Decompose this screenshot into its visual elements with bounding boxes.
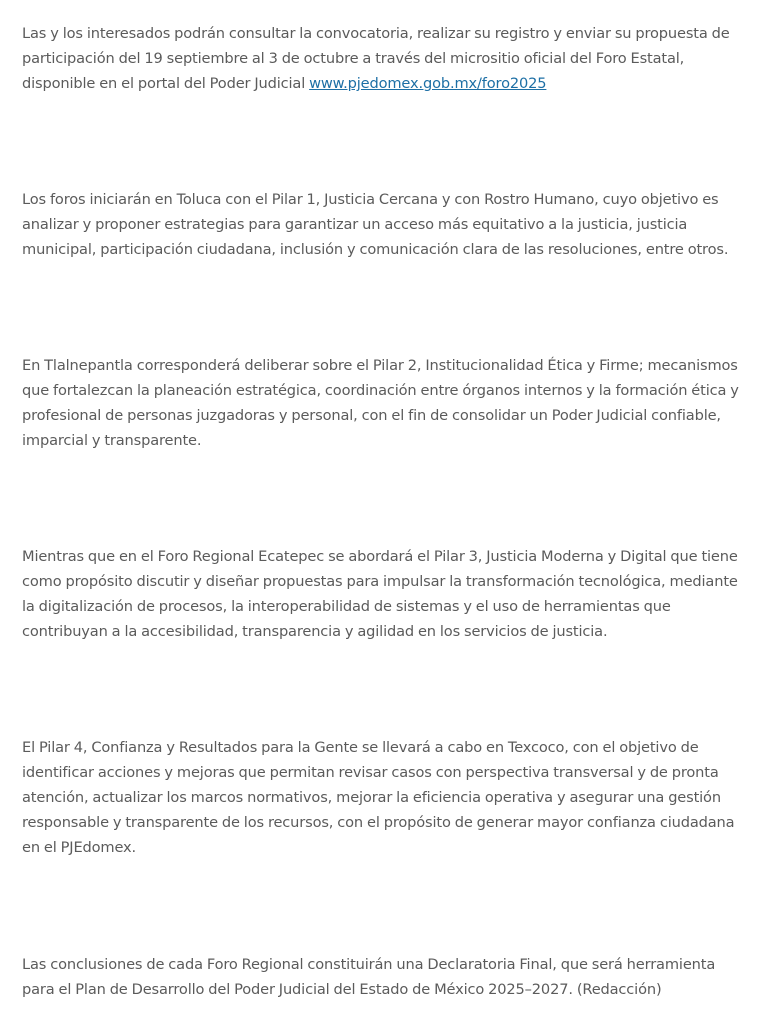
paragraph-pilar-4: El Pilar 4, Confianza y Resultados para la Gente se llevará a cabo en Texcoco, con el objetivo de identificar acciones y mejoras que permitan revisar casos con perspectiva transversal y de pronta atención, actualizar los marcos normativos, mejorar la eficiencia operativa y asegurar una gestión responsable y transparente de los recursos, con el propósito de generar mayor confianza ciudadana en el PJEdomex.	[22, 739, 735, 856]
foro2025-link[interactable]: www.pjedomex.gob.mx/foro2025	[309, 75, 547, 92]
paragraph-conclusions: Las conclusiones de cada Foro Regional constituirán una Declaratoria Final, que será herramienta para el Plan de Desarrollo del Poder Judicial del Estado de México 2025–2027. (Redacción)	[22, 956, 716, 998]
paragraph-pilar-3: Mientras que en el Foro Regional Ecatepec se abordará el Pilar 3, Justicia Moderna y Digital que tiene como propósito discutir y diseñar propuestas para impulsar la transformación tecnológica, mediante la digitalización de procesos, la interoperabilidad de sistemas y el uso de herramientas que contribuyan a la accesibilidad, transparencia y agilidad en los servicios de justicia.	[22, 548, 738, 640]
paragraph-registration-text: Las y los interesados podrán consultar la convocatoria, realizar su registro y enviar su propuesta de participación del 19 septiembre al 3 de octubre a través del micrositio oficial del Foro Estatal, disponible en el portal del Poder Judicial	[22, 25, 730, 92]
paragraph-registration	[22, 21, 742, 96]
paragraph-pilar-2: En Tlalnepantla corresponderá deliberar sobre el Pilar 2, Institucionalidad Ética y Firme; mecanismos que fortalezcan la planeación estratégica, coordinación entre órganos internos y la formación ética y profesional de personas juzgadoras y personal, con el fin de consolidar un Poder Judicial confiable, imparcial y transparente.	[22, 357, 739, 449]
paragraph-pilar-1: Los foros iniciarán en Toluca con el Pilar 1, Justicia Cercana y con Rostro Humano, cuyo objetivo es analizar y proponer estrategias para garantizar un acceso más equitativo a la justicia, justicia municipal, participación ciudadana, inclusión y comunicación clara de las resoluciones, entre otros.	[22, 191, 729, 258]
